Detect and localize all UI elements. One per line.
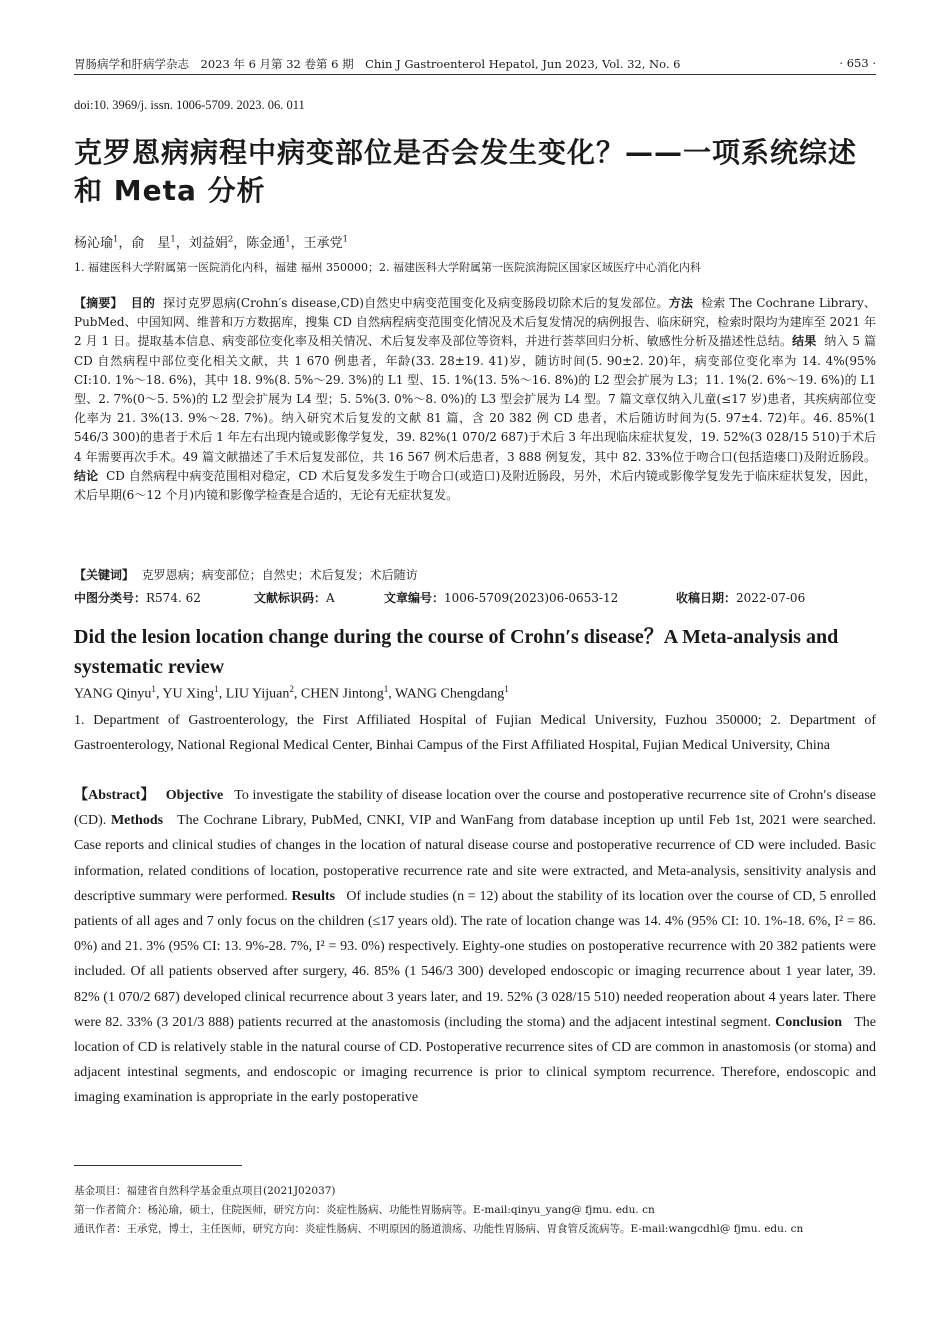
doi[interactable]: doi:10. 3969/j. issn. 1006-5709. 2023. 06. 011 [74, 98, 305, 112]
footnote-first-author[interactable]: 第一作者简介：杨沁瑜，硕士，住院医师，研究方向：炎症性肠病、功能性胃肠病等。E-mail:qinyu_yang@ fjmu. edu. cn [74, 1204, 655, 1216]
author-name: YANG Qinyu [74, 686, 152, 702]
author-name: WANG Chengdang [395, 686, 505, 702]
running-head-journal: 胃肠病学和肝病学杂志 2023 年 6 月第 32 卷第 6 期 Chin J Gastroenterol Hepatol, Jun 2023, Vol. 32, No. 6 [74, 57, 681, 71]
received-value: 2022-07-06 [736, 591, 806, 605]
objective-label: 目的 [130, 296, 156, 310]
affiliation-mark: 1 [383, 684, 389, 694]
affiliation-mark: 1 [151, 684, 156, 694]
objective-text: 探讨克罗恩病(Crohn′s disease,CD)自然史中病变范围变化及病变肠段切除术后的复发部位。 [163, 296, 669, 310]
author-name: 杨沁瑜 [74, 236, 114, 251]
doc-code-label: 文献标识码： [254, 591, 327, 605]
affiliation-mark: 1 [504, 684, 509, 694]
keywords-chinese [74, 566, 418, 583]
conclusion-text: The location of CD is relatively stable in the natural course of CD. Postoperative recurrence sites of CD are common in anastomosis (or stoma) and adjacent intestinal segments, and endoscopic or imaging recurrence is prior to clinical symptom recurrence. Therefore, endoscopic and imaging examination is appropriate in the early postoperative [74, 1014, 876, 1106]
results-text: Of include studies (n = 12) about the stability of its location over the course of CD, 5 enrolled patients of all ages and 7 only focus on the children (≤17 years old). The rate of location change was 14. 4% (95% CI: 10. 1%-18. 6%, I² = 86. 0%) and 21. 3% (95% CI: 13. 9%-28. 7%, I² = 93. 0%) respectively. Eighty-one studies on postoperative recurrence with 20 382 patients were included. Of all patients observed after surgery, 46. 85% (1 546/3 300) developed endoscopic or imaging recurrence about 1 year later, 39. 82% (1 070/2 687) developed clinical recurrence about 3 years later, and 19. 52% (3 028/15 510) needed reoperation about 4 years later. There were 82. 33% (3 201/3 888) patients recurred at the anastomosis (including the stoma) and the adjacent intestinal segment. [74, 888, 877, 1030]
affiliation-mark: 2 [227, 233, 234, 244]
received-label: 收稿日期： [676, 591, 737, 605]
footnote-divider [74, 1165, 242, 1166]
clc-value: R574. 62 [146, 591, 201, 605]
authors-chinese: 杨沁瑜$^1$，俞 星$^1$，刘益娟$^2$，陈金通$^1$，王承党$^1$ [74, 233, 349, 251]
running-head [74, 56, 876, 75]
article-no-field [384, 589, 618, 606]
footnote-fund: 基金项目：福建省自然科学基金重点项目(2021J02037) [74, 1185, 336, 1197]
results-text: 纳入 5 篇 CD 自然病程中部位变化相关文献，共 1 670 例患者，年龄(33. 28±19. 41)岁，随访时间(5. 90±2. 20)年，病变部位变化率为 14. 4%(95% CI:10. 1%～18. 6%)，其中 18. 9%(8. 5%～29. 3%)的 L1 型、15. 1%(13. 5%～16. 8%)的 L2 型会扩展为 L3；11. 1%(2. 6%～19. 6%)的 L1 型、2. 7%(0～5. 5%)的 L2 型会扩展为 L4 型；5. 5%(3. 0%～8. 0%)的 L3 型会扩展为 L4 型。7 篇文章仅纳入儿童(≤17 岁)患者，其疾病部位变化率为 21. 3%(13. 9%～28. 7%)。纳入研究术后复发的文献 81 篇，含 20 382 例 CD 患者，术后随访时间为(5. 97±4. 72)年。46. 85%(1 546/3 300)的患者于术后 1 年左右出现内镜或影像学复发，39. 82%(1 070/2 687)于术后 3 年出现临床症状复发，19. 52%(3 028/15 510)于术后 4 年需要再次手术。49 篇文献描述了手术后复发部位，共 16 567 例术后患者，3 888 例复发，其中 82. 33%位于吻合口(包括造瘘口)及附近肠段。 [74, 334, 876, 464]
title-english: Did the lesion location change during the course of Crohn′s disease？A Meta-analysis and systematic review [74, 626, 839, 678]
abstract-label: 【Abstract】 [74, 788, 155, 803]
affiliation-mark: 1 [285, 233, 291, 244]
affiliation-chinese: 1. 福建医科大学附属第一医院消化内科，福建 福州 350000；2. 福建医科大学附属第一医院滨海院区国家区域医疗中心消化内科 [74, 261, 701, 274]
doc-code-value: A [326, 591, 335, 605]
abstract-chinese [74, 294, 876, 505]
methods-text: The Cochrane Library, PubMed, CNKI, VIP and WanFang from database inception up until Feb 1st, 2021 were searched. Case reports and clinical studies of changes in the location of natural disease course and postoperative recurrence of CD were included. Basic information, related conditions of location, postoperative recurrence rate and site were extracted, and Meta-analysis, sensitivity analysis and descriptive summary were performed. [74, 813, 876, 904]
article-metadata [74, 589, 876, 607]
author-name: YU Xing [162, 686, 215, 702]
methods-label: Methods [110, 813, 164, 829]
affiliation-english: 1. Department of Gastroenterology, the First Affiliated Hospital of Fujian Medical University, Fuzhou 350000; 2. Department of Gastroenterology, National Regional Medical Center, Binhai Campus of the First Affiliated Hospital, Fujian Medical University, China [74, 713, 876, 753]
methods-text: 检索 The Cochrane Library、PubMed、中国知网、维普和万方数据库，搜集 CD 自然病程病变范围变化情况及术后复发情况的病例报告、临床研究，检索时限均为建库至 2021 年 2 月 1 日。提取基本信息、病变部位变化率及相关情况、术后复发率及部位等资料，并进行荟萃回归分析、敏感性分析及描述性总结。 [74, 296, 876, 349]
title-chinese: 克罗恩病病程中病变部位是否会发生变化？——一项系统综述和 Meta 分析 [74, 136, 858, 207]
abstract-english [74, 783, 876, 1111]
article-no-value: 1006-5709(2023)06-0653-12 [444, 591, 619, 605]
abstract-label: 【摘要】 [74, 296, 123, 310]
results-label: 结果 [792, 334, 817, 349]
conclusion-text: CD 自然病程中病变范围相对稳定，CD 术后复发多发生于吻合口(或造口)及附近肠段，另外，术后内镜或影像学复发先于临床症状复发，因此，术后早期(6～12 个月)内镜和影像学检查是合适的，无论有无症状复发。 [74, 468, 876, 503]
author-name: CHEN Jintong [300, 686, 384, 702]
doc-code-field [254, 589, 335, 606]
objective-label: Objective [165, 788, 224, 803]
author-name: 俞 星 [131, 236, 171, 251]
affiliation-mark: 2 [289, 684, 294, 694]
objective-text: To investigate the stability of disease location over the course and postoperative recurrence site of Crohn′s disease (CD). [74, 788, 877, 829]
clc-label: 中图分类号： [74, 591, 147, 605]
conclusion-label: 结论 [74, 468, 99, 483]
results-label: Results [291, 888, 336, 904]
author-name: 陈金通 [246, 236, 286, 251]
authors-english: YANG Qinyu$^1$, YU Xing$^1$, LIU Yijuan$^2$, CHEN Jintong$^1$, WANG Chengdang$^1$ [74, 684, 509, 702]
keywords-text: 克罗恩病；病变部位；自然史；术后复发；术后随访 [141, 568, 418, 582]
footnotes [74, 1182, 876, 1239]
methods-label: 方法 [668, 296, 694, 310]
page-number: · 653 · [839, 56, 876, 70]
conclusion-label: Conclusion [775, 1014, 842, 1030]
affiliation-mark: 1 [113, 233, 119, 244]
received-field [676, 589, 805, 606]
author-name: 王承党 [303, 236, 343, 251]
clc-field [74, 589, 201, 606]
footnote-corresponding-author[interactable]: 通讯作者：王承党，博士，主任医师，研究方向：炎症性肠病、不明原因的肠道溃疡、功能性胃肠病、胃食管反流病等。E-mail:wangcdhl@ fjmu. edu. cn [74, 1223, 804, 1235]
affiliation-mark: 1 [170, 233, 176, 244]
affiliation-mark: 1 [342, 233, 349, 244]
author-name: 刘益娟 [188, 236, 228, 251]
author-name: LIU Yijuan [225, 686, 290, 702]
article-no-label: 文章编号： [384, 591, 445, 605]
affiliation-mark: 1 [214, 684, 219, 694]
keywords-label: 【关键词】 [74, 568, 135, 582]
